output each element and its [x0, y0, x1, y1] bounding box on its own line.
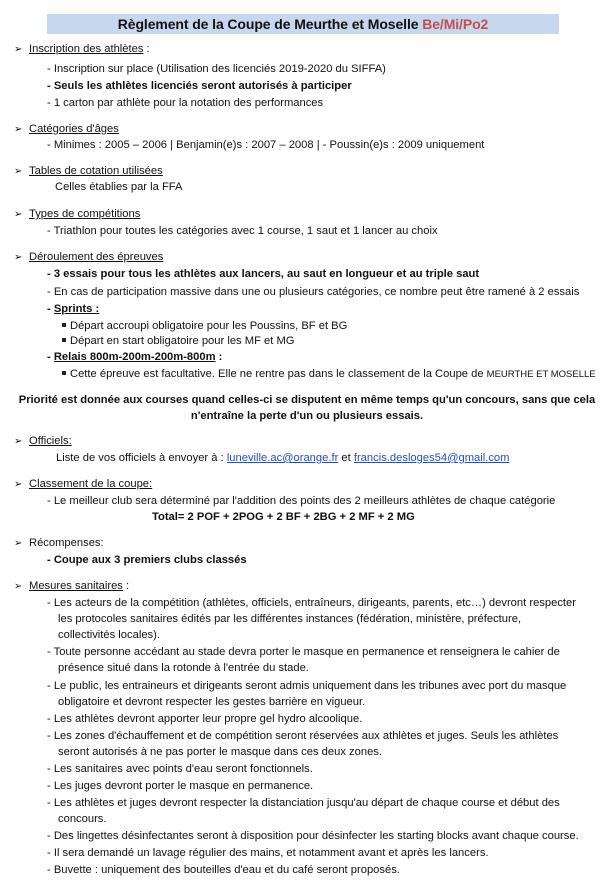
section-types — [14, 208, 140, 220]
arrow-bullet-icon: ➢ — [14, 538, 23, 549]
square-bullet-icon — [62, 323, 66, 327]
section-classement — [14, 478, 152, 490]
section-sanitaires — [14, 580, 129, 592]
total-formula: Total= 2 POF + 2POG + 2 BF + 2BG + 2 MF + 2 MG — [152, 511, 415, 523]
text: et — [338, 452, 354, 464]
dash: - — [47, 303, 54, 315]
list-item: - Inscription sur place (Utilisation des licenciés 2019-2020 du SIFFA) — [47, 63, 386, 75]
list-item-cont: collectivités locales). — [58, 629, 160, 641]
dash: - — [47, 351, 54, 363]
list-item: - Triathlon pour toutes les catégories avec 1 course, 1 saut et 1 lancer au choix — [47, 225, 438, 237]
section-title: Classement de la coupe: — [29, 478, 153, 490]
list-item: - Les athlètes et juges devront respecter la distanciation jusqu'au départ de chaque course et début des — [47, 797, 560, 809]
section-title: Catégories d'âges — [29, 123, 119, 135]
list-item — [62, 368, 596, 380]
list-item: - Buvette : uniquement des bouteilles d'eau et du café seront proposés. — [47, 864, 400, 876]
list-item-cont: présence situé dans la rotonde à l'entrée du stade. — [58, 662, 309, 674]
priority-line1: Priorité est donnée aux courses quand celles-ci se disputent en même temps qu'un concours, sans que cela — [18, 394, 596, 406]
officiels-line — [56, 452, 509, 464]
section-title: Tables de cotation utilisées — [29, 165, 163, 177]
text: Liste de vos officiels à envoyer à : — [56, 452, 227, 464]
list-item: - 1 carton par athlète pour la notation des performances — [47, 97, 324, 109]
item-text: Cette épreuve est facultative. Elle ne rentre pas dans le classement de la Coupe de — [70, 368, 487, 380]
email-link-francis[interactable]: francis.desloges54@gmail.com — [353, 452, 510, 464]
relais-heading — [47, 351, 222, 363]
arrow-bullet-icon: ➢ — [14, 581, 23, 592]
arrow-bullet-icon: ➢ — [14, 166, 23, 177]
item-text: Départ en start obligatoire pour les MF et MG — [70, 335, 295, 347]
section-title: Mesures sanitaires — [29, 580, 123, 592]
section-title: Récompenses: — [29, 537, 104, 549]
section-title: Inscription des athlètes — [29, 43, 144, 55]
list-item-cont: concours. — [58, 813, 107, 825]
section-tables — [14, 165, 163, 177]
section-recompenses — [14, 537, 104, 549]
list-item: - Le meilleur club sera déterminé par l'addition des points des 2 meilleurs athlètes de chaque catégorie — [47, 495, 556, 507]
list-item: - Des lingettes désinfectantes seront à disposition pour désinfecter les starting blocks avant chaque course. — [47, 830, 579, 842]
list-item: - Seuls les athlètes licenciés seront autorisés à participer — [47, 80, 352, 92]
list-item-cont: seront autorisés à ne pas porter le masque dans ces deux zones. — [58, 746, 383, 758]
section-suffix: : — [143, 43, 150, 55]
title-accent: Be/Mi/Po2 — [422, 16, 489, 32]
list-item: - Les acteurs de la compétition (athlètes, officiels, entraîneurs, dirigeants, parents, etc…) devront respecter — [47, 597, 576, 609]
list-item: - 3 essais pour tous les athlètes aux lancers, au saut en longueur et au triple saut — [47, 268, 480, 280]
section-deroulement — [14, 251, 163, 263]
list-item: - Les athlètes devront apporter leur propre gel hydro alcoolique. — [47, 713, 363, 725]
list-item: - En cas de participation massive dans une ou plusieurs catégories, ce nombre peut être ramené à 2 essais — [47, 286, 580, 298]
title-text: Règlement de la Coupe de Meurthe et Moselle — [117, 16, 423, 32]
list-item: - Le public, les entraineurs et dirigeants seront admis uniquement dans les tribunes avec port du masque — [47, 680, 567, 692]
arrow-bullet-icon: ➢ — [14, 252, 23, 263]
list-item — [62, 335, 294, 347]
priority-line2: n'entraîne la perte d'un ou plusieurs essais. — [190, 410, 424, 422]
list-item: - Minimes : 2005 – 2006 | Benjamin(e)s : 2007 – 2008 | - Poussin(e)s : 2009 uniquement — [47, 139, 485, 151]
section-title: Officiels: — [29, 435, 72, 447]
item-caps: MEURTHE ET MOSELLE — [486, 369, 596, 380]
list-item: - Les zones d'échauffement et de compétition seront réservées aux athlètes et juges. Seuls les athlètes — [47, 730, 559, 742]
email-link-luneville[interactable]: luneville.ac@orange.fr — [226, 452, 339, 464]
item-text: Départ accroupi obligatoire pour les Poussins, BF et BG — [70, 320, 348, 332]
list-item-cont: obligatoire et devront respecter les gestes barrière en vigueur. — [58, 696, 366, 708]
arrow-bullet-icon: ➢ — [14, 44, 23, 55]
list-item: Celles établies par la FFA — [55, 181, 183, 193]
list-item: - Les sanitaires avec points d'eau seront fonctionnels. — [47, 763, 313, 775]
list-item — [62, 320, 347, 332]
arrow-bullet-icon: ➢ — [14, 209, 23, 220]
document-title — [47, 14, 559, 34]
relais-title: Relais 800m-200m-200m-800m — [53, 351, 216, 363]
section-categories — [14, 123, 119, 135]
list-item: - Coupe aux 3 premiers clubs classés — [47, 554, 247, 566]
list-item: - Il sera demandé un lavage régulier des mains, et notamment avant et après les lancers. — [47, 847, 489, 859]
suffix: : — [215, 351, 223, 363]
arrow-bullet-icon: ➢ — [14, 124, 23, 135]
section-title: Types de compétitions — [29, 208, 141, 220]
list-item: - Toute personne accédant au stade devra porter le masque en permanence et renseignera le cahier de — [47, 646, 560, 658]
arrow-bullet-icon: ➢ — [14, 436, 23, 447]
section-suffix: : — [122, 580, 130, 592]
list-item-cont: les protocoles sanitaires édités par les différentes instances (fédération, ministère, préfecture, — [58, 613, 522, 625]
list-item: - Les juges devront porter le masque en permanence. — [47, 780, 314, 792]
square-bullet-icon — [62, 371, 66, 375]
section-officiels — [14, 435, 72, 447]
square-bullet-icon — [62, 338, 66, 342]
sprints-heading — [47, 303, 99, 315]
section-title: Déroulement des épreuves — [29, 251, 164, 263]
arrow-bullet-icon: ➢ — [14, 479, 23, 490]
section-inscription — [14, 43, 150, 55]
sprints-title: Sprints : — [53, 303, 100, 315]
